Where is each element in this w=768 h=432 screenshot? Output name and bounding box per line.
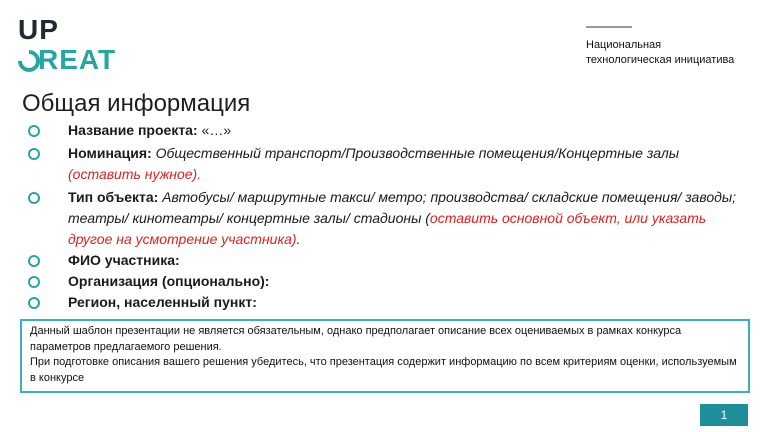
info-list: [28, 120, 748, 313]
bullet-icon: [28, 192, 40, 204]
bullet-icon: [28, 276, 40, 288]
logo-text-bottom: REAT: [38, 44, 117, 75]
list-item: [28, 271, 748, 292]
item-value: Автобусы/ маршрутные такси/ метро; производства/ складские помещения/ заводы; театры/ кинотеатры/ концертные залы/ стадионы (: [68, 189, 737, 226]
nti-logo-bar: [586, 26, 632, 28]
disclaimer-box: [20, 319, 750, 393]
item-label: Название проекта:: [68, 122, 198, 138]
bullet-icon: [28, 125, 40, 137]
item-tail: .: [296, 231, 301, 247]
item-label: Регион, населенный пункт:: [68, 294, 257, 310]
nti-logo: [586, 26, 756, 68]
item-value: «…»: [197, 122, 232, 138]
list-item: [28, 250, 748, 271]
disclaimer-paragraph-1: Данный шаблон презентации не является обязательным, однако предполагает описание всех оцениваемых в рамках конкурса параметров предлагаемого решения.: [30, 325, 682, 353]
item-note: оставить основной объект, или указать другое на усмотрение участника): [68, 210, 707, 247]
list-item: [28, 187, 748, 250]
logo-text-top: UP: [18, 14, 59, 45]
item-label: ФИО участника:: [68, 252, 180, 268]
nti-line1: Национальная: [586, 39, 662, 51]
item-value: Общественный транспорт/Производственные помещения/Концертные залы: [151, 145, 680, 161]
item-note: (оставить нужное).: [68, 166, 202, 182]
item-label: Номинация:: [68, 145, 152, 161]
bullet-icon: [28, 297, 40, 309]
list-item: [28, 120, 748, 141]
nti-line2: технологическая инициатива: [586, 54, 735, 66]
list-item: [28, 292, 748, 313]
page-number-badge: 1: [700, 404, 748, 426]
bullet-icon: [28, 255, 40, 267]
upgreat-logo: [18, 16, 158, 74]
disclaimer-paragraph-2: При подготовке описания вашего решения убедитесь, что презентация содержит информацию по всем критериям оценки, используемым в конкурсе: [30, 356, 737, 384]
page-title: Общая информация: [22, 90, 251, 117]
bullet-icon: [28, 148, 40, 160]
list-item: [28, 143, 748, 185]
item-label: Тип объекта:: [68, 189, 159, 205]
item-label: Организация (опционально):: [68, 273, 270, 289]
